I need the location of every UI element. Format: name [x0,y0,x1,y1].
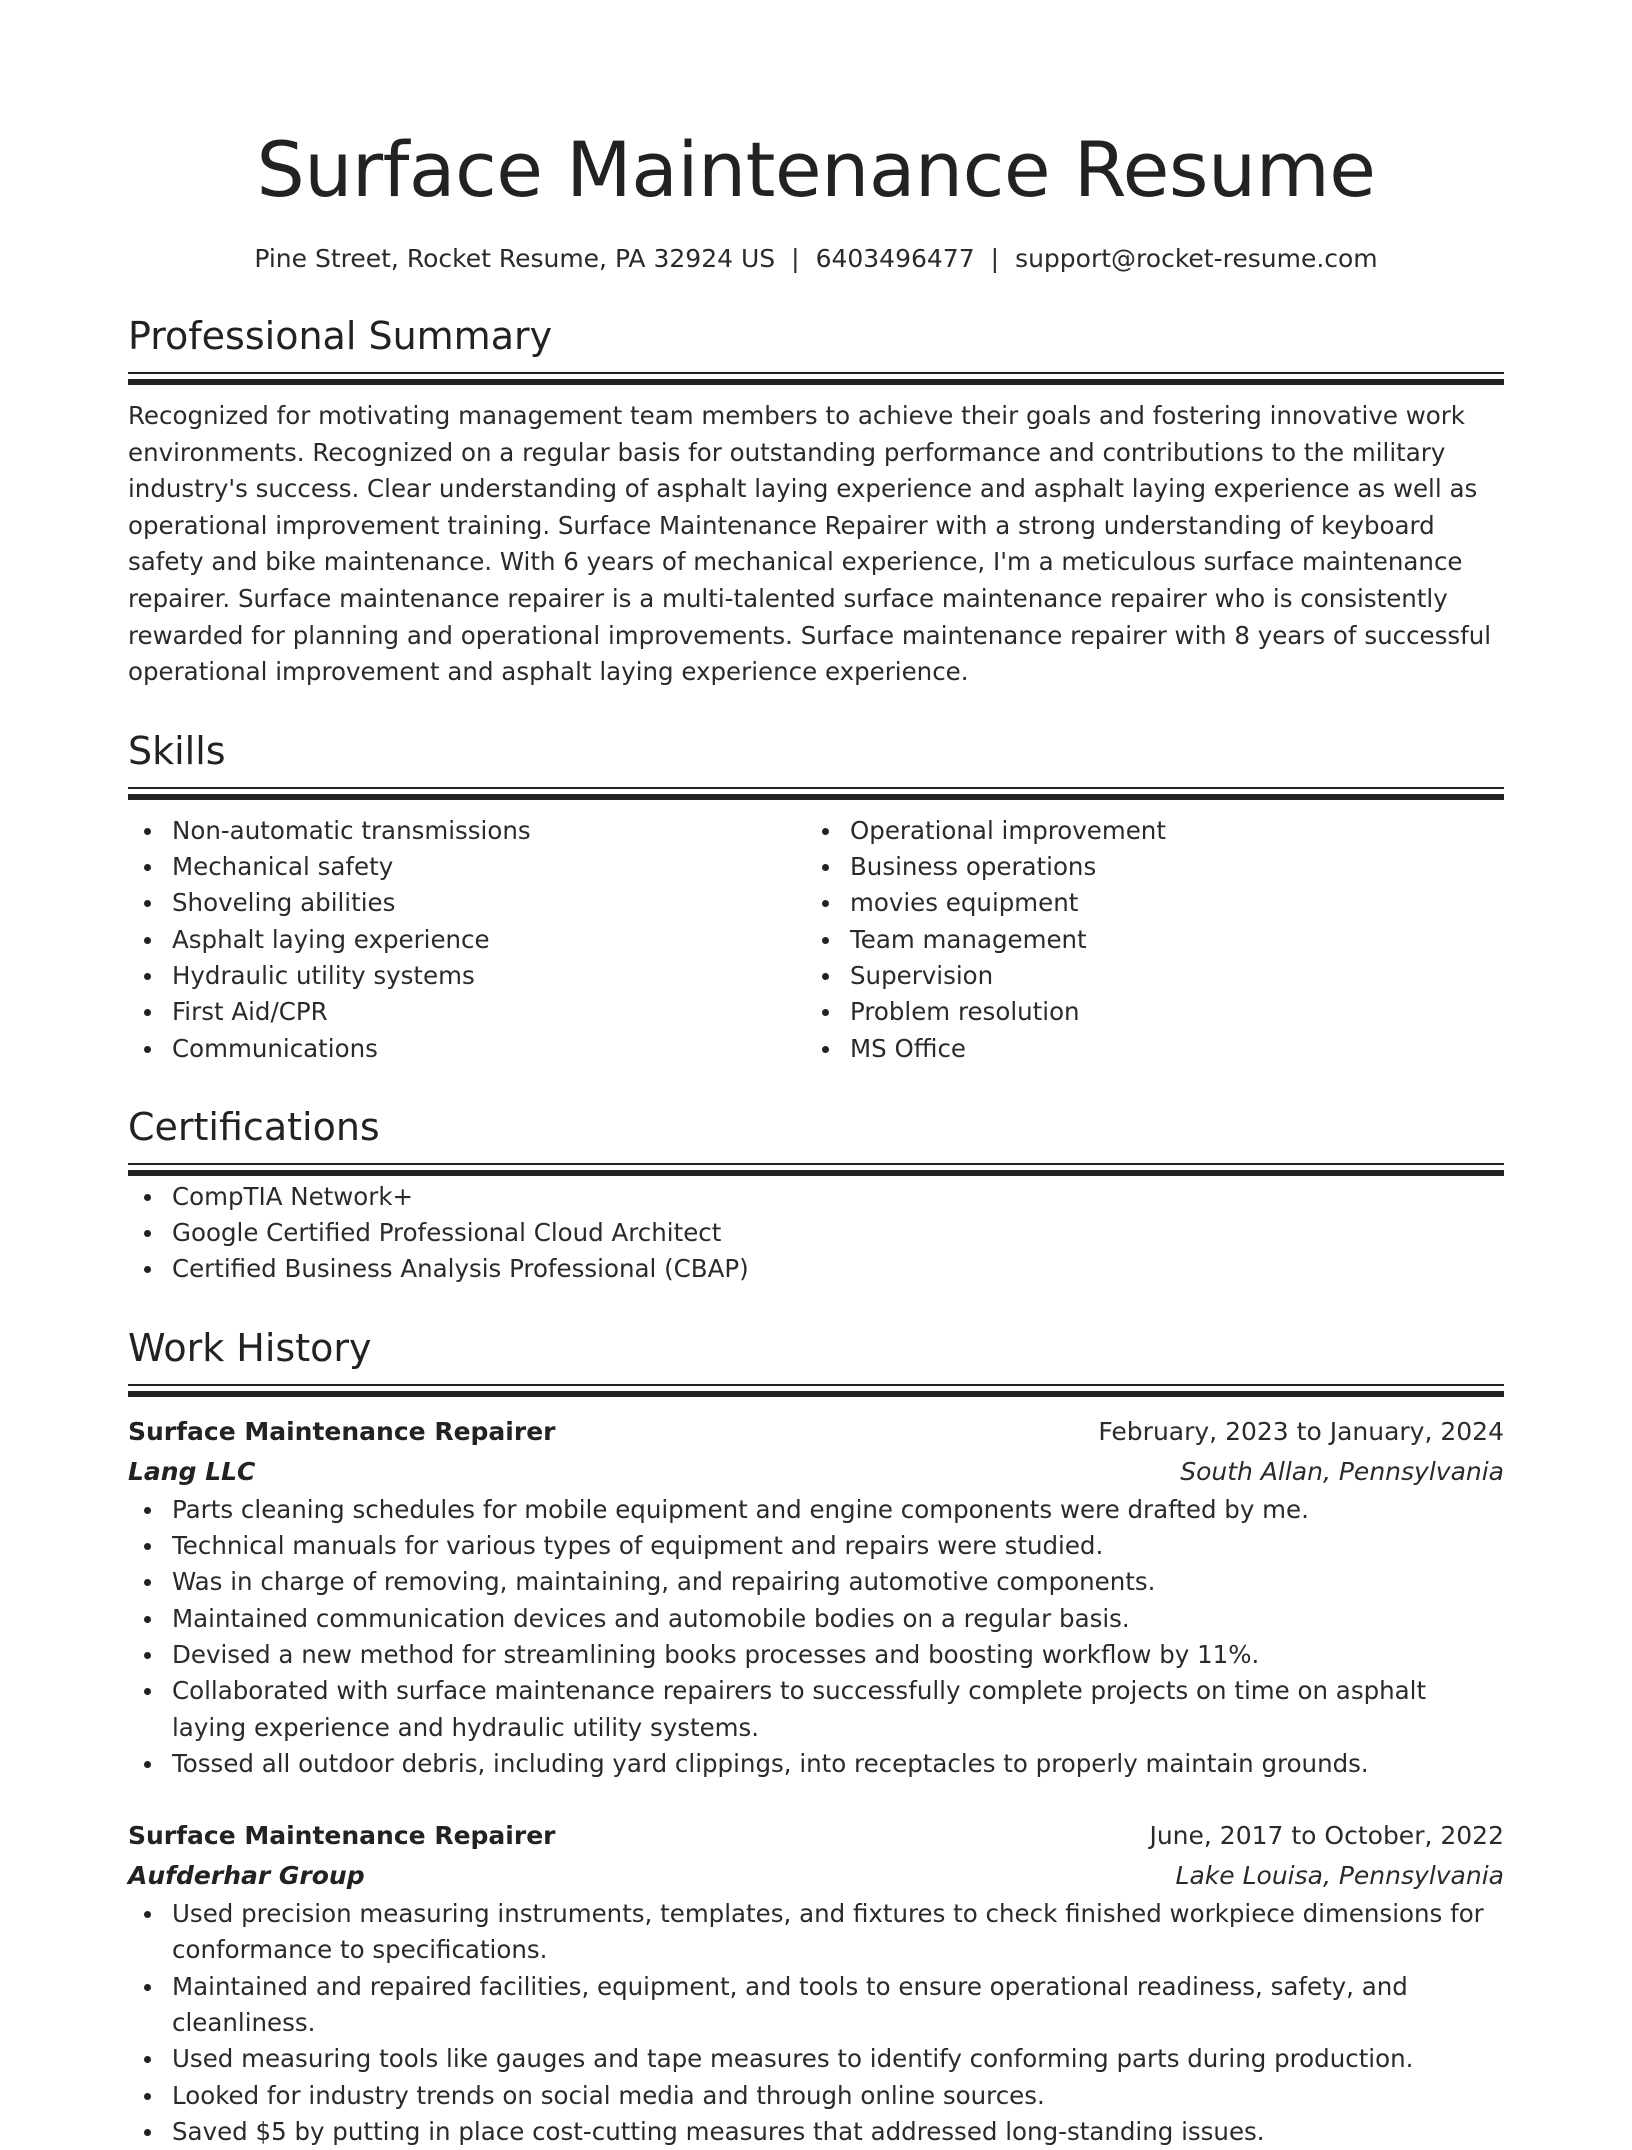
job-duty-item: Saved $5 by putting in place cost-cutting measures that addressed long-standing issues. [172,2114,1504,2150]
job-entry [128,1412,1504,1782]
job-duty-item: Used precision measuring instruments, templates, and fixtures to check finished workpiece dimensions for conformance to specifications. [172,1896,1504,1969]
work-history-section [128,1324,1504,2150]
job-location: South Allan, Pennsylvania [1180,1456,1504,1486]
section-divider [128,787,1504,803]
contact-separator: | [791,244,800,273]
job-header-row [128,1816,1504,1856]
work-history-heading: Work History [128,1325,372,1370]
skill-item: Mechanical safety [172,849,806,885]
certification-item: CompTIA Network+ [172,1179,1504,1215]
certification-item: Google Certified Professional Cloud Architect [172,1215,1504,1251]
job-header-row [128,1412,1504,1452]
job-company-row [128,1452,1504,1492]
job-duty-item: Parts cleaning schedules for mobile equipment and engine components were drafted by me. [172,1492,1504,1528]
skill-item: movies equipment [850,885,1484,921]
skill-item: MS Office [850,1031,1484,1067]
contact-email: support@rocket-resume.com [1015,244,1378,273]
skill-item: Asphalt laying experience [172,922,806,958]
certifications-list [128,1179,1504,1288]
section-divider [128,372,1504,388]
job-duties-list [128,1492,1504,1782]
skills-column-right [806,813,1484,1067]
skills-grid [128,813,1504,1067]
job-title: Surface Maintenance Repairer [128,1416,556,1446]
skill-item: Communications [172,1031,806,1067]
contact-address: Pine Street, Rocket Resume, PA 32924 US [254,244,776,273]
job-location: Lake Louisa, Pennsylvania [1175,1861,1504,1891]
job-company-row [128,1856,1504,1896]
skill-item: First Aid/CPR [172,994,806,1030]
job-title: Surface Maintenance Repairer [128,1821,556,1851]
skill-item: Hydraulic utility systems [172,958,806,994]
skill-item: Shoveling abilities [172,885,806,921]
summary-text: Recognized for motivating management team members to achieve their goals and fostering innovative work environments. Recognized on a regular basis for outstanding performance and contributions to the military industry's success. Clear understanding of asphalt laying experience and asphalt laying experience as well as operational improvement training. Surface Maintenance Repairer with a strong understanding of keyboard safety and bike maintenance. With 6 years of mechanical experience, I'm a meticulous surface maintenance repairer. Surface maintenance repairer is a multi-talented surface maintenance repairer who is consistently rewarded for planning and operational improvements. Surface maintenance repairer with 8 years of successful operational improvement and asphalt laying experience experience. [128,401,1492,687]
skill-item: Team management [850,922,1484,958]
job-dates: June, 2017 to October, 2022 [1149,1821,1504,1851]
job-duty-item: Looked for industry trends on social media and through online sources. [172,2078,1504,2114]
skills-list-right [806,813,1484,1067]
skills-heading: Skills [128,728,226,773]
job-duty-item: Used measuring tools like gauges and tape measures to identify conforming parts during production. [172,2041,1504,2077]
job-company: Lang LLC [128,1456,256,1486]
skills-list-left [128,813,806,1067]
job-duty-item: Devised a new method for streamlining books processes and boosting workflow by 11%. [172,1637,1504,1673]
certification-item: Certified Business Analysis Professional (CBAP) [172,1251,1504,1287]
certifications-section [128,1103,1504,1288]
skill-item: Non-automatic transmissions [172,813,806,849]
job-duty-item: Tossed all outdoor debris, including yard clippings, into receptacles to properly maintain grounds. [172,1746,1504,1782]
contact-phone: 6403496477 [815,244,975,273]
job-duty-item: Was in charge of removing, maintaining, and repairing automotive components. [172,1564,1504,1600]
skills-section [128,727,1504,1067]
certifications-heading: Certifications [128,1104,380,1149]
section-divider [128,1384,1504,1400]
job-duty-item: Maintained communication devices and automobile bodies on a regular basis. [172,1601,1504,1637]
contact-separator: | [990,244,1000,273]
job-company: Aufderhar Group [128,1861,365,1891]
job-duty-item: Technical manuals for various types of equipment and repairs were studied. [172,1528,1504,1564]
job-duty-item: Collaborated with surface maintenance repairers to successfully complete projects on time on asphalt laying experience and hydraulic utility systems. [172,1673,1504,1746]
resume-title: Surface Maintenance Resume [256,125,1376,214]
contact-line [128,242,1504,276]
summary-section [128,312,1504,691]
skill-item: Problem resolution [850,994,1484,1030]
skill-item: Operational improvement [850,813,1484,849]
job-duty-item: Maintained and repaired facilities, equipment, and tools to ensure operational readiness, safety, and cleanliness. [172,1969,1504,2042]
resume-page [128,0,1504,2150]
skill-item: Supervision [850,958,1484,994]
section-divider [128,1163,1504,1179]
skill-item: Business operations [850,849,1484,885]
job-entry [128,1816,1504,2150]
skills-column-left [128,813,806,1067]
summary-heading: Professional Summary [128,314,553,358]
job-dates: February, 2023 to January, 2024 [1098,1416,1504,1446]
